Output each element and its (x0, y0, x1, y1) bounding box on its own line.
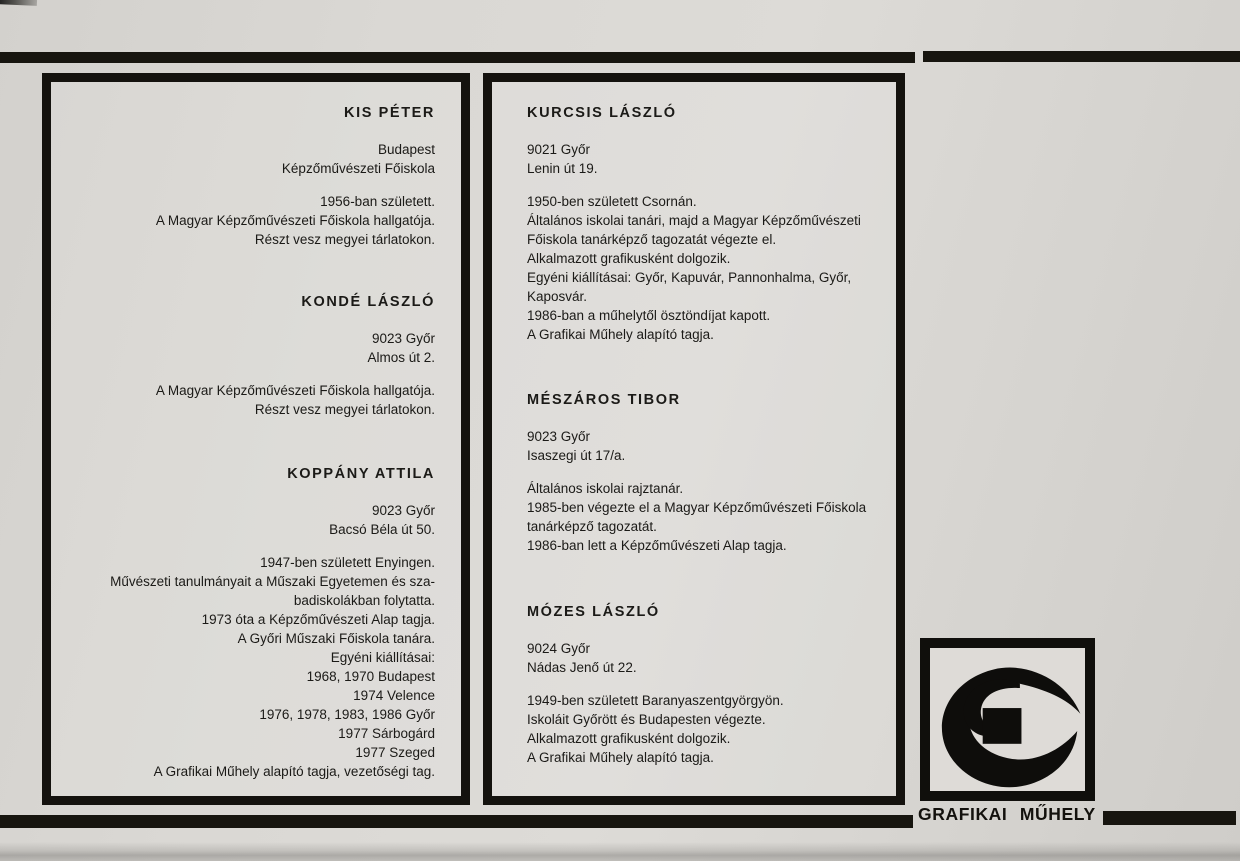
artist-bio (527, 479, 895, 555)
bio-line: 1947-ben született Enyingen. (260, 555, 435, 570)
bio-line: A Grafikai Műhely alapító tagja. (527, 750, 714, 765)
address-line: 9023 Győr (371, 503, 435, 518)
page-edge-shadow (0, 842, 1240, 861)
bio-line: 1977 Szeged (355, 745, 435, 760)
address-line: Almos út 2. (367, 350, 435, 365)
artist-bio (58, 381, 435, 419)
address-line: Nádas Jenő út 22. (527, 660, 637, 675)
bio-line: 1950-ben született Csornán. (527, 194, 697, 209)
address-line: 9021 Győr (527, 142, 591, 157)
bio-line: Egyéni kiállításai: Győr, Kapuvár, Pannonhalma, Győr, (527, 270, 852, 285)
artist-bio (58, 553, 435, 781)
address-line: Képzőművészeti Főiskola (281, 161, 435, 176)
bio-line: 1977 Sárbogárd (338, 726, 435, 741)
artist-section (58, 464, 435, 781)
address-line: Isaszegi út 17/a. (527, 448, 626, 463)
grafikai-muhely-logo-icon (930, 648, 1085, 791)
artist-section (58, 292, 435, 419)
bio-line: Alkalmazott grafikusként dolgozik. (527, 731, 731, 746)
bio-line: 1976, 1978, 1983, 1986 Győr (259, 707, 435, 722)
address-line: Lenin út 19. (527, 161, 598, 176)
bio-line: A Győri Műszaki Főiskola tanára. (237, 631, 435, 646)
bottom-rule (0, 815, 913, 828)
artist-section (527, 602, 895, 767)
bio-line: 1956-ban született. (320, 194, 435, 209)
bio-line: A Magyar Képzőművészeti Főiskola hallgatója. (155, 213, 435, 228)
bio-line: 1968, 1970 Budapest (306, 669, 435, 684)
bio-line: Iskoláit Győrött és Budapesten végezte. (527, 712, 766, 727)
artist-bio (58, 192, 435, 249)
artist-bio (527, 192, 895, 344)
artist-address (58, 329, 435, 367)
artist-bio (527, 691, 895, 767)
bio-line: tanárképző tagozatát. (527, 519, 657, 534)
top-rule-right (923, 51, 1240, 62)
artist-section (527, 103, 895, 344)
bio-line: 1974 Velence (353, 688, 435, 703)
bio-line: Általános iskolai tanári, majd a Magyar Képzőművészeti (527, 213, 861, 228)
artist-name: KURCSIS LÁSZLÓ (527, 105, 677, 121)
artist-address (58, 140, 435, 178)
bio-line: 1985-ben végezte el a Magyar Képzőművészeti Főiskola (527, 500, 867, 515)
bio-line: A Magyar Képzőművészeti Főiskola hallgatója. (155, 383, 435, 398)
artist-name: KONDÉ LÁSZLÓ (301, 294, 435, 310)
bio-line: Kaposvár. (527, 289, 588, 304)
top-rule-left (0, 52, 915, 63)
grafikai-muhely-logo-frame (920, 638, 1095, 801)
footer-wordmark: GRAFIKAI MŰHELY (918, 804, 1096, 824)
bio-line: Általános iskolai rajztanár. (527, 481, 684, 496)
bio-line: 1973 óta a Képzőművészeti Alap tagja. (201, 612, 435, 627)
bio-line: 1986-ban a műhelytől ösztöndíjat kapott. (527, 308, 771, 323)
artist-name: MÉSZÁROS TIBOR (527, 392, 681, 408)
bio-line: Főiskola tanárképző tagozatát végezte el. (527, 232, 777, 247)
address-line: 9023 Győr (527, 429, 591, 444)
footer-rule-right (1103, 811, 1236, 825)
address-line: 9024 Győr (527, 641, 591, 656)
page-corner-mark (0, 0, 37, 6)
artist-address (527, 639, 895, 677)
bio-line: Részt vesz megyei tárlatokon. (254, 402, 435, 417)
artist-name: KIS PÉTER (344, 105, 435, 121)
bio-line: Részt vesz megyei tárlatokon. (254, 232, 435, 247)
bio-line: Alkalmazott grafikusként dolgozik. (527, 251, 731, 266)
artist-section (58, 103, 435, 249)
bio-line: Egyéni kiállításai: (330, 650, 435, 665)
bio-line: 1949-ben született Baranyaszentgyörgyön. (527, 693, 784, 708)
artist-address (527, 140, 895, 178)
bio-line: 1986-ban lett a Képzőművészeti Alap tagja. (527, 538, 787, 553)
artist-address (527, 427, 895, 465)
artist-name: KOPPÁNY ATTILA (287, 466, 435, 482)
bio-line: A Grafikai Műhely alapító tagja. (527, 327, 714, 342)
address-line: 9023 Győr (371, 331, 435, 346)
artist-section (527, 390, 895, 555)
bio-line: A Grafikai Műhely alapító tagja, vezetőségi tag. (153, 764, 435, 779)
artist-address (58, 501, 435, 539)
bio-line: Művészeti tanulmányait a Műszaki Egyetemen és sza- (110, 574, 435, 589)
address-line: Budapest (377, 142, 435, 157)
bio-line: badiskolákban folytatta. (293, 593, 435, 608)
address-line: Bacsó Béla út 50. (329, 522, 435, 537)
artist-name: MÓZES LÁSZLÓ (527, 604, 660, 620)
